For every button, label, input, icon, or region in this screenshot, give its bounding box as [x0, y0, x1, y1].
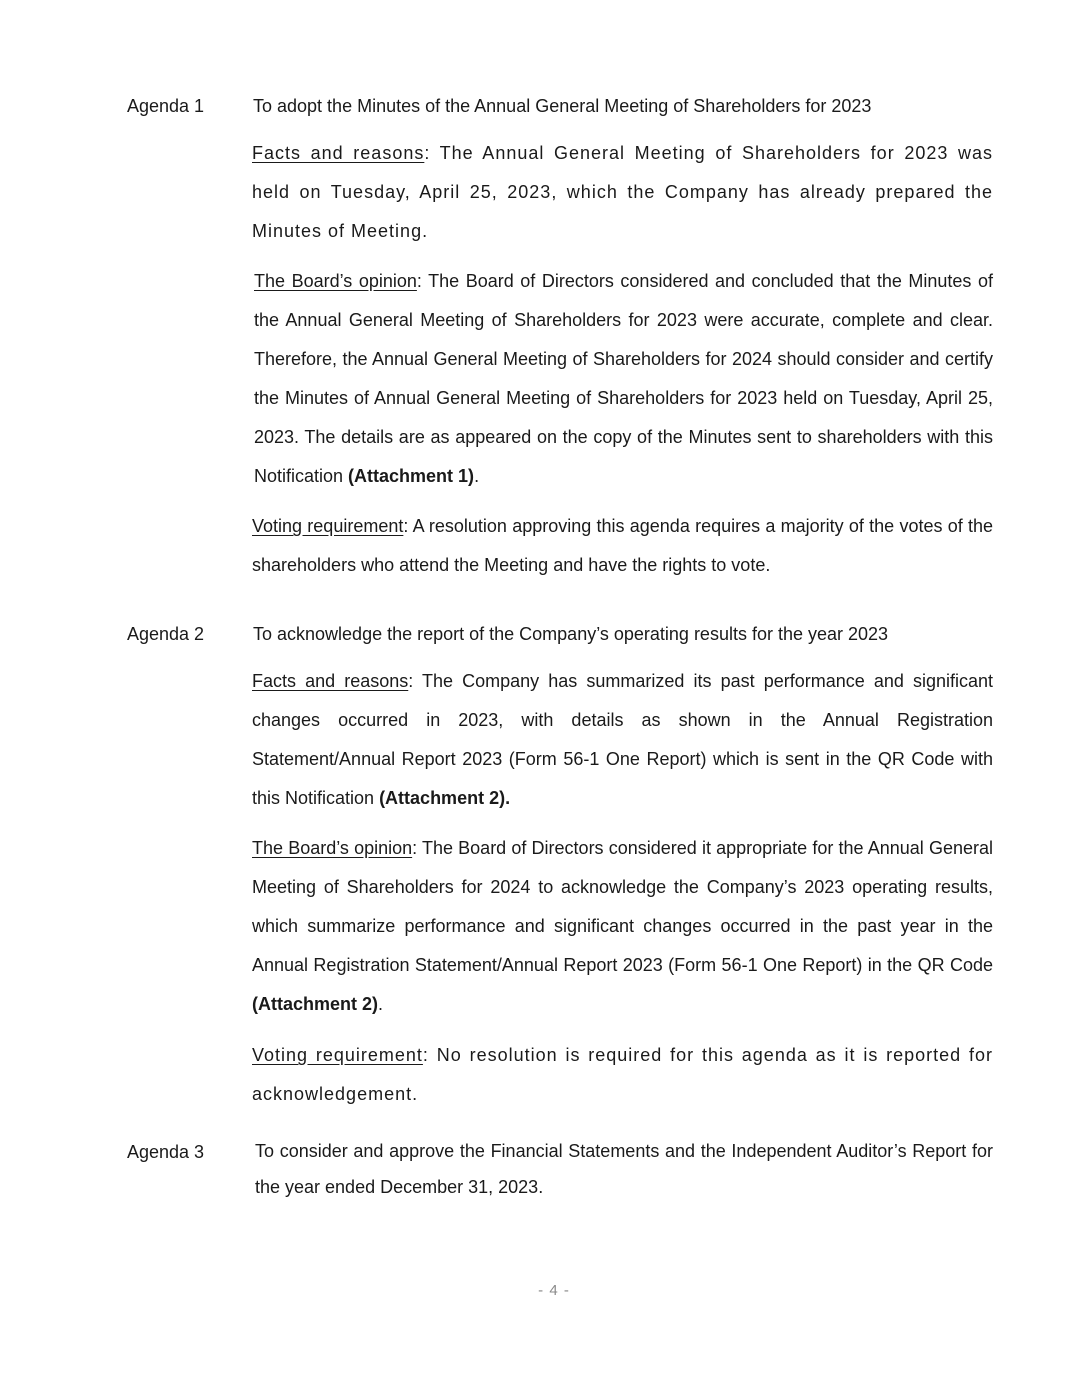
agenda-1-board-attachment: (Attachment 1) — [348, 466, 475, 486]
agenda-1-voting-text: : A resolution approving this agenda requires a majority of the votes of the shareholders who attend the Meeting and have the rights to vote. — [252, 516, 994, 575]
agenda-2-voting-text: : No resolution is required for this agenda as it is reported for acknowledgement. — [252, 1045, 994, 1104]
agenda-1-board-text: : The Board of Directors considered and concluded that the Minutes of the Annual General Meeting of Shareholders for 2023 were accurate, complete and clear. Therefore, the Annual General Meeting of Shareholders for 2024 should consider and certify the Minutes of Annual General Meeting of Shareholders for 2023 held on Tuesday, April 25, 2023. The details are as appeared on the copy of the Minutes sent to shareholders with this Notification — [254, 271, 993, 486]
agenda-2-facts-paragraph — [252, 662, 993, 818]
agenda-1-voting-label: Voting requirement — [252, 516, 404, 536]
agenda-2-board-label: The Board’s opinion — [252, 838, 413, 858]
agenda-2-facts-text: : The Company has summarized its past performance and significant changes occurred in 2023, with details as shown in the Annual Registration Statement/Annual Report 2023 (Form 56-1 One Report) which is sent in the QR Code with this Notification — [252, 671, 993, 808]
agenda-1-board-paragraph — [254, 262, 993, 496]
agenda-1-facts-label: Facts and reasons — [252, 143, 425, 163]
agenda-1-facts-paragraph — [252, 134, 993, 251]
page-number: - 4 - — [538, 1282, 570, 1299]
agenda-2-number: Agenda 2 — [127, 624, 205, 644]
agenda-2-voting-label: Voting requirement — [252, 1045, 423, 1065]
agenda-2-board-tail: . — [378, 994, 384, 1014]
agenda-1-facts-text: : The Annual General Meeting of Shareholders for 2023 was held on Tuesday, April 25, 2023, which the Company has already prepared the Minutes of Meeting. — [252, 143, 994, 241]
agenda-1-board-tail: . — [474, 466, 480, 486]
agenda-2-voting-paragraph — [252, 1036, 993, 1114]
agenda-2-board-paragraph — [252, 829, 993, 1024]
agenda-3-number: Agenda 3 — [127, 1142, 205, 1162]
agenda-2-board-attachment: (Attachment 2) — [252, 994, 379, 1014]
agenda-3-title: To consider and approve the Financial Statements and the Independent Auditor’s Report for the year ended December 31, 2023. — [255, 1141, 993, 1197]
agenda-1-board-label: The Board’s opinion — [254, 271, 417, 291]
agenda-2-title: To acknowledge the report of the Company’s operating results for the year 2023 — [253, 624, 889, 644]
agenda-2-facts-attachment: (Attachment 2). — [379, 788, 511, 808]
agenda-2-facts-label: Facts and reasons — [252, 671, 409, 691]
agenda-2-board-text: : The Board of Directors considered it appropriate for the Annual General Meeting of Shareholders for 2024 to acknowledge the Company’s 2023 operating results, which summarize performance and significant changes occurred in the past year in the Annual Registration Statement/Annual Report 2023 (Form 56-1 One Report) in the QR Code — [252, 838, 993, 975]
agenda-1-number: Agenda 1 — [127, 96, 205, 116]
agenda-1-voting-paragraph — [252, 507, 993, 585]
agenda-1-title: To adopt the Minutes of the Annual General Meeting of Shareholders for 2023 — [253, 96, 872, 116]
